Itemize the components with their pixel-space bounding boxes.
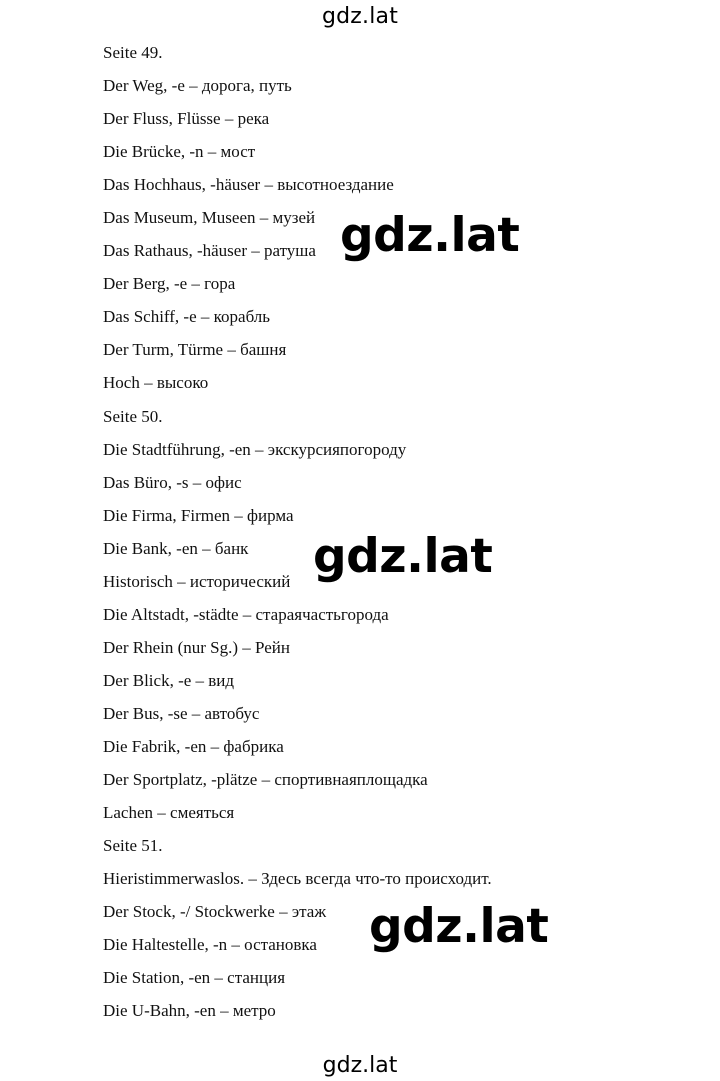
- vocab-entry: Der Sportplatz, -plätze – спортивнаяплощадка: [103, 770, 428, 790]
- vocab-entry: Der Stock, -/ Stockwerke – этаж: [103, 902, 327, 922]
- vocab-entry: Die Firma, Firmen – фирма: [103, 505, 294, 525]
- vocab-entry: Der Weg, -e – дорога, путь: [103, 76, 292, 96]
- section-heading: Seite 51.: [103, 836, 163, 856]
- vocab-entry: Historisch – исторический: [103, 571, 291, 591]
- vocab-entry: Der Fluss, Flüsse – река: [103, 109, 270, 129]
- vocab-entry: Die Haltestelle, -n – остановка: [103, 935, 317, 955]
- vocab-entry: Der Blick, -e – вид: [103, 670, 235, 690]
- vocab-entry: Der Turm, Türme – башня: [103, 340, 287, 360]
- vocab-entry: Der Berg, -e – гора: [103, 274, 236, 294]
- section-heading: Seite 50.: [103, 406, 163, 426]
- vocab-entry: Die Stadtführung, -en – экскурсияпогороду: [103, 439, 407, 459]
- overlay-watermark: gdz.lat: [340, 208, 520, 263]
- vocab-entry: Das Hochhaus, -häuser – высотноездание: [103, 175, 394, 195]
- vocab-entry: Die Altstadt, -städte – стараячастьгорода: [103, 604, 389, 624]
- vocab-entry: Der Rhein (nur Sg.) – Рейн: [103, 637, 290, 657]
- vocab-entry: Lachen – смеяться: [103, 803, 235, 823]
- section-heading: Seite 49.: [103, 43, 163, 62]
- vocab-entry: Die Brücke, -n – мост: [103, 142, 256, 162]
- vocab-entry: Das Schiff, -e – корабль: [103, 307, 271, 327]
- vocab-entry: Die Bank, -en – банк: [103, 538, 249, 558]
- vocab-entry: Die U-Bahn, -en – метро: [103, 1001, 276, 1021]
- footer-watermark: gdz.lat: [322, 1053, 398, 1078]
- vocab-entry: Das Museum, Museen – музей: [103, 208, 316, 228]
- vocab-entry: Hoch – высоко: [103, 373, 209, 393]
- vocab-entry: Der Bus, -se – автобус: [103, 703, 260, 723]
- overlay-watermark: gdz.lat: [313, 529, 493, 584]
- overlay-watermark: gdz.lat: [369, 899, 549, 954]
- header-watermark: gdz.lat: [321, 4, 399, 29]
- vocab-entry: Hieristimmerwaslos. – Здесь всегда что-то происходит.: [103, 869, 492, 889]
- vocab-entry: Die Station, -en – станция: [103, 968, 286, 988]
- vocab-entry: Die Fabrik, -en – фабрика: [103, 736, 284, 756]
- vocab-entry: Das Büro, -s – офис: [103, 472, 242, 492]
- vocab-entry: Das Rathaus, -häuser – ратуша: [103, 241, 316, 261]
